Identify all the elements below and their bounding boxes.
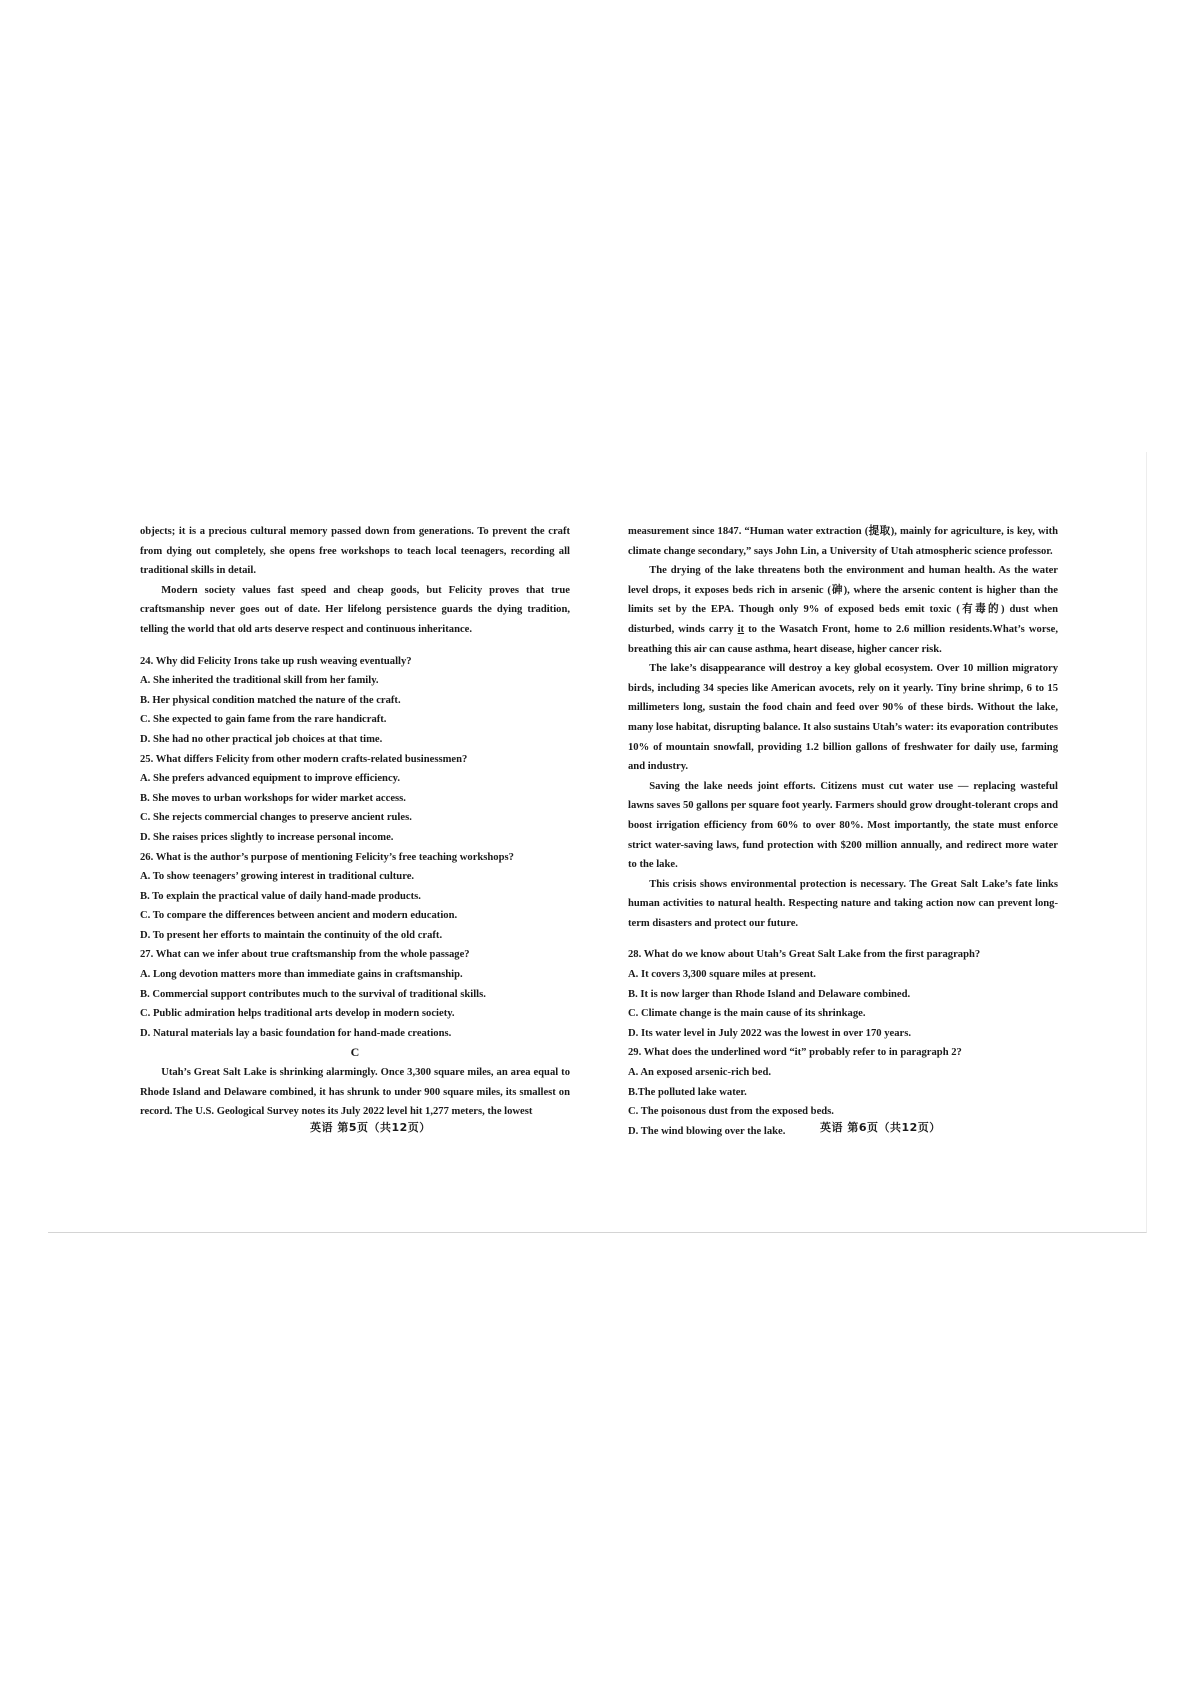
answer-option: A. To show teenagers’ growing interest in traditional culture. bbox=[140, 871, 415, 883]
answer-option: D. She raises prices slightly to increase personal income. bbox=[140, 831, 394, 843]
answer-option: B. To explain the practical value of daily hand-made products. bbox=[140, 890, 421, 902]
answer-option: C. She rejects commercial changes to preserve ancient rules. bbox=[140, 812, 412, 824]
answer-option: D. Its water level in July 2022 was the lowest in over 170 years. bbox=[628, 1027, 911, 1039]
answer-option: A. Long devotion matters more than immediate gains in craftsmanship. bbox=[140, 969, 463, 981]
answer-option: A. An exposed arsenic-rich bed. bbox=[628, 1067, 772, 1079]
passage-c-paragraph: The lake’s disappearance will destroy a key global ecosystem. Over 10 million migratory birds, including 34 species like American avocets, rely on it yearly. Tiny brine shrimp, 6 to 15 millimeters long, sustain the food chain and feed over 90% of these birds. Without the lake, many lose habitat, disrupting balance. It also sustains Utah’s water: its evaporation contributes 10% of mountain snowfall, providing 1.2 billion gallons of freshwater for daily use, farming and industry. bbox=[628, 663, 1058, 773]
question-25 bbox=[140, 750, 570, 848]
answer-option: B. She moves to urban workshops for wider market access. bbox=[140, 792, 406, 804]
answer-option: B. Her physical condition matched the nature of the craft. bbox=[140, 694, 401, 706]
question-stem: 27. What can we infer about true craftsmanship from the whole passage? bbox=[140, 949, 470, 961]
answer-option: A. She inherited the traditional skill from her family. bbox=[140, 675, 379, 687]
question-stem: 24. Why did Felicity Irons take up rush weaving eventually? bbox=[140, 655, 412, 667]
answer-option: C. The poisonous dust from the exposed beds. bbox=[628, 1106, 834, 1118]
question-stem: 28. What do we know about Utah’s Great Salt Lake from the first paragraph? bbox=[628, 949, 981, 961]
answer-option: D. The wind blowing over the lake. bbox=[628, 1125, 786, 1137]
passage-b-paragraph: Modern society values fast speed and cheap goods, but Felicity proves that true craftsmanship never goes out of date. Her lifelong persistence guards the dying tradition, telling the world that old arts deserve respect and continuous inheritance. bbox=[140, 584, 570, 635]
paragraph-text: The drying of the lake threatens both the environment and human health. As the water level drops, it exposes beds rich in arsenic (砷), where the arsenic content is higher than the limits set by the EPA. Though only 9% of exposed beds emit toxic (有毒的) dust when disturbed, winds carry bbox=[628, 565, 1058, 635]
question-28 bbox=[628, 945, 1058, 1043]
answer-option: A. It covers 3,300 square miles at present. bbox=[628, 969, 816, 981]
passage-c-paragraph: measurement since 1847. “Human water extraction (提取), mainly for agriculture, is key, with climate change secondary,” says John Lin, a University of Utah atmospheric science professor. bbox=[628, 526, 1058, 557]
question-stem: 25. What differs Felicity from other modern crafts-related businessmen? bbox=[140, 753, 468, 765]
answer-option: D. To present her efforts to maintain the continuity of the old craft. bbox=[140, 929, 443, 941]
answer-option: A. She prefers advanced equipment to improve efficiency. bbox=[140, 773, 401, 785]
passage-c-paragraph: Saving the lake needs joint efforts. Citizens must cut water use — replacing wasteful lawns saves 50 gallons per square foot yearly. Farmers should grow drought-tolerant crops and boost irrigation efficiency from 60% to over 80%. Most importantly, the state must enforce strict water-saving laws, fund protection with $200 million annually, and redirect more water to the lake. bbox=[628, 780, 1058, 871]
question-24 bbox=[140, 652, 570, 750]
underlined-word: it bbox=[737, 623, 745, 635]
passage-c-paragraph: This crisis shows environmental protection is necessary. The Great Salt Lake’s fate links human activities to natural health. Respecting nature and taking action now can prevent long-term disasters and protect our future. bbox=[628, 878, 1058, 929]
answer-option: B.The polluted lake water. bbox=[628, 1086, 747, 1098]
answer-option: B. It is now larger than Rhode Island and Delaware combined. bbox=[628, 988, 911, 1000]
answer-option: D. Natural materials lay a basic foundation for hand-made creations. bbox=[140, 1027, 452, 1039]
answer-option: C. She expected to gain fame from the rare handicraft. bbox=[140, 714, 387, 726]
passage-c-paragraph: Utah’s Great Salt Lake is shrinking alarmingly. Once 3,300 square miles, an area equal to Rhode Island and Delaware combined, it has shrunk to under 900 square miles, its smallest on record. The U.S. Geological Survey notes its July 2022 level hit 1,277 meters, the lowest bbox=[140, 1067, 570, 1118]
answer-option: C. Public admiration helps traditional arts develop in modern society. bbox=[140, 1008, 455, 1020]
question-27 bbox=[140, 945, 570, 1043]
passage-b-paragraph: objects; it is a precious cultural memory passed down from generations. To prevent the craft from dying out completely, she opens free workshops to teach local teenagers, recording all traditional skills in detail. bbox=[140, 526, 570, 577]
answer-option: C. Climate change is the main cause of its shrinkage. bbox=[628, 1008, 866, 1020]
question-stem: 26. What is the author’s purpose of mentioning Felicity’s free teaching workshops? bbox=[140, 851, 514, 863]
left-page-column bbox=[140, 522, 570, 1122]
exam-spread bbox=[48, 452, 1147, 1233]
question-stem: 29. What does the underlined word “it” probably refer to in paragraph 2? bbox=[628, 1047, 962, 1059]
page-footer-right: 英语 第6页（共12页） bbox=[820, 1121, 941, 1134]
page-footer-left: 英语 第5页（共12页） bbox=[310, 1121, 431, 1134]
paragraph-text: to the Wasatch Front, home to 2.6 million residents.What’s worse, breathing this air can cause asthma, heart disease, higher cancer risk. bbox=[628, 623, 1058, 655]
answer-option: D. She had no other practical job choices at that time. bbox=[140, 733, 383, 745]
section-c-heading: C bbox=[350, 1045, 360, 1060]
answer-option: C. To compare the differences between ancient and modern education. bbox=[140, 910, 458, 922]
right-page-column bbox=[628, 522, 1058, 1141]
passage-c-paragraph-2 bbox=[628, 561, 1058, 659]
answer-option: B. Commercial support contributes much to the survival of traditional skills. bbox=[140, 988, 486, 1000]
question-26 bbox=[140, 848, 570, 946]
